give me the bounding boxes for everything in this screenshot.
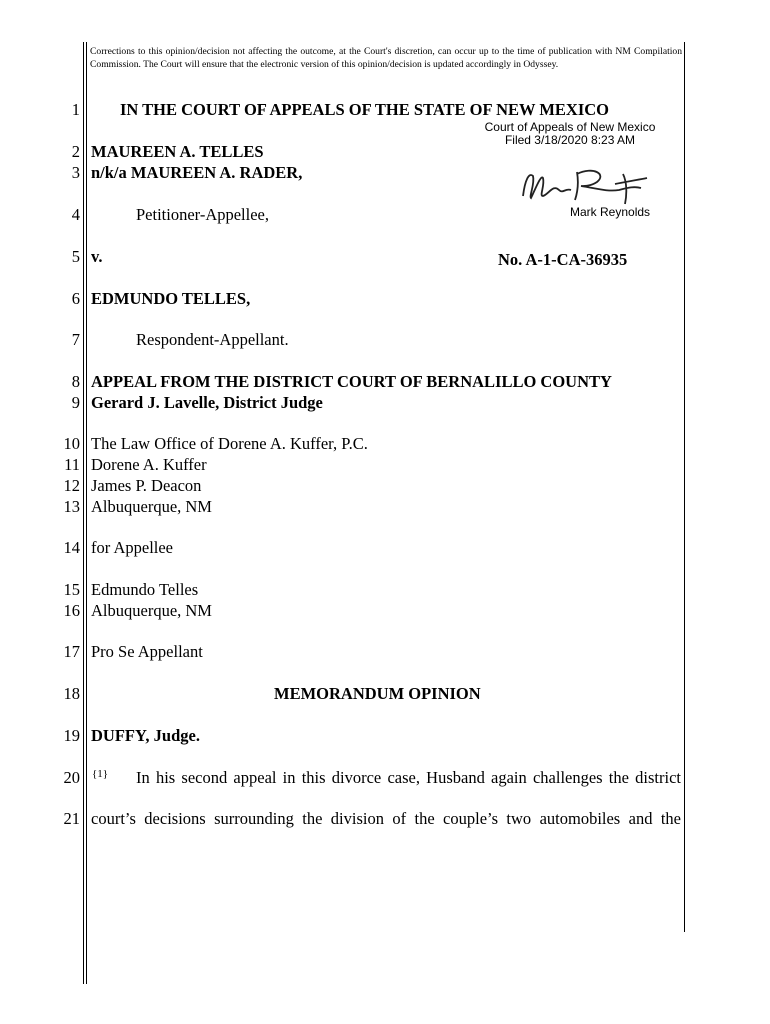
line-number: 17 [63,642,80,661]
appellee-firm: The Law Office of Dorene A. Kuffer, P.C. [91,434,368,453]
respondent-role: Respondent-Appellant. [136,330,289,349]
line-number: 15 [63,580,80,599]
publication-notice: Corrections to this opinion/decision not affecting the outcome, at the Court's discretion, can occur up to the time of publication with NM Compilation Commission. The Court will ensure that the electronic version of this opinion/decision is updated accordingly in Odyssey. [90,46,682,70]
appellee-city: Albuquerque, NM [91,497,212,516]
opinion-body-line: In his second appeal in this divorce case, Husband again challenges the district [136,768,681,787]
paragraph-marker: {1} [92,768,109,780]
for-appellee: for Appellee [91,538,174,557]
line-number: 21 [63,809,80,828]
filing-court: Court of Appeals of New Mexico [484,120,656,134]
line-number: 6 [71,289,80,308]
right-margin-rule [684,42,685,932]
line-number: 7 [71,330,80,349]
line-number: 14 [63,538,80,557]
signature-image [515,160,665,210]
author-judge: DUFFY, Judge. [91,726,200,745]
left-margin-rule-inner [86,42,87,984]
opinion-body-line: court’s decisions surrounding the division of the couple’s two automobiles and the [91,809,681,828]
filing-date: Filed 3/18/2020 8:23 AM [504,133,636,147]
filing-stamp [470,121,670,147]
line-number: 3 [71,163,80,182]
petitioner-role: Petitioner-Appellee, [136,205,269,224]
case-number: No. A-1-CA-36935 [498,250,628,269]
respondent-name: EDMUNDO TELLES, [91,289,251,308]
appellee-attorney: Dorene A. Kuffer [91,455,207,474]
line-number: 16 [63,601,80,620]
district-judge: Gerard J. Lavelle, District Judge [91,393,323,412]
line-number: 12 [63,476,80,495]
signer-name: Mark Reynolds [570,205,651,219]
petitioner-aka: n/k/a MAUREEN A. RADER, [91,163,303,182]
left-margin-rule-outer [83,42,84,984]
versus: v. [91,247,103,266]
appellant-name: Edmundo Telles [91,580,199,599]
line-number: 1 [71,100,80,119]
line-number: 11 [64,455,80,474]
court-title: IN THE COURT OF APPEALS OF THE STATE OF NEW MEXICO [120,100,610,119]
line-number: 9 [71,393,80,412]
line-number: 10 [63,434,80,453]
line-number: 19 [63,726,80,745]
line-number: 18 [63,684,80,703]
appellee-attorney: James P. Deacon [91,476,202,495]
memorandum-title: MEMORANDUM OPINION [274,684,481,703]
line-number: 20 [63,768,80,787]
line-number: 13 [63,497,80,516]
line-number: 4 [71,205,80,224]
line-number: 8 [71,372,80,391]
appellant-city: Albuquerque, NM [91,601,212,620]
pro-se-label: Pro Se Appellant [91,642,203,661]
appeal-from: APPEAL FROM THE DISTRICT COURT OF BERNALILLO COUNTY [91,372,612,391]
line-number: 5 [71,247,80,266]
line-number: 2 [71,142,80,161]
petitioner-name: MAUREEN A. TELLES [91,142,264,161]
